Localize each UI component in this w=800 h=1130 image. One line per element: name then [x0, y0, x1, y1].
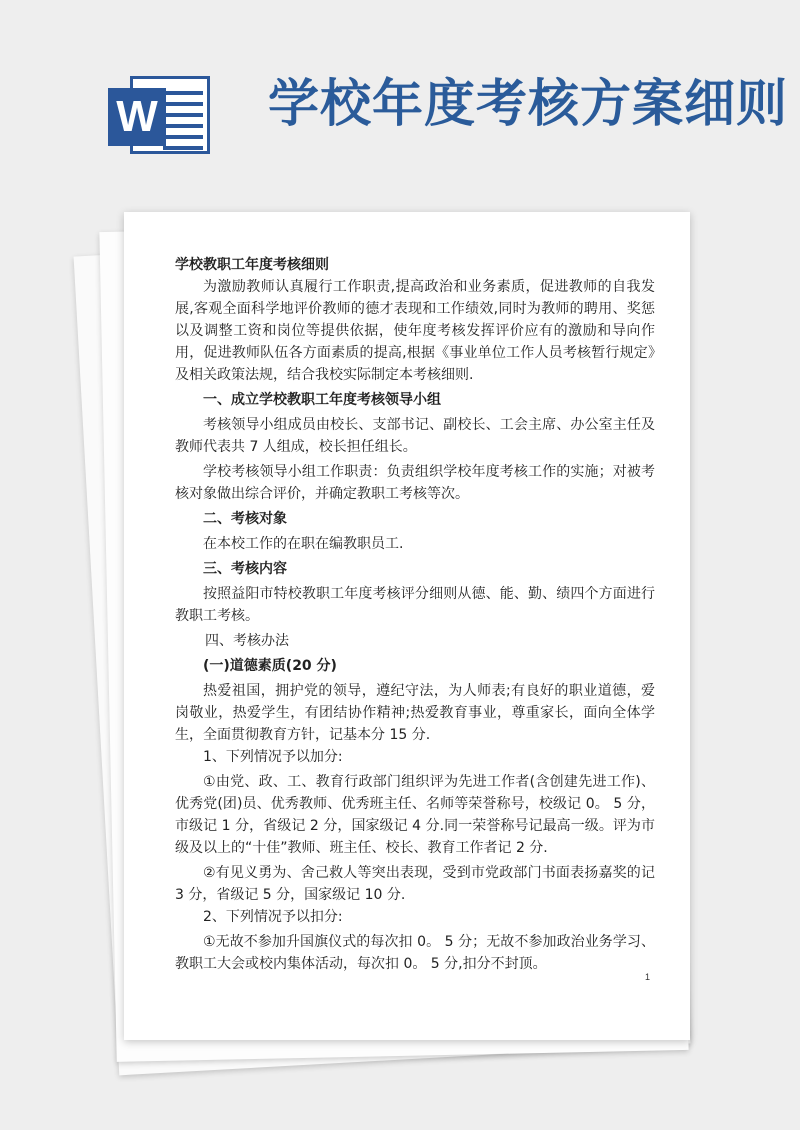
- subsection-heading-moral: (一)道德素质(20 分): [203, 658, 337, 674]
- list-item-bonus-1: ①由党、政、工、教育行政部门组织评为先进工作者(含创建先进工作)、优秀党(团)员、优秀教师、优秀班主任、名师等荣誉称号，校级记 0。 5 分，市级记 1 分，省级记 2 分，国家级记 4 分.同一荣誉称号记最高一级。评为市级及以上的“十佳”教师、班主任、校长、教育工作者记 2 分.: [175, 774, 655, 856]
- section-heading-4: 四、考核办法: [205, 633, 289, 649]
- paragraph-assessment-target: 在本校工作的在职在编教职员工.: [203, 536, 404, 552]
- word-icon-lines: [163, 91, 203, 157]
- list-item-bonus-2: ②有见义勇为、舍己救人等突出表现，受到市党政部门书面表扬嘉奖的记 3 分，省级记 5 分，国家级记 10 分.: [175, 865, 655, 903]
- paragraph-leadership-members: 考核领导小组成员由校长、支部书记、副校长、工会主席、办公室主任及教师代表共 7 人组成，校长担任组长。: [175, 417, 655, 455]
- document-page: [124, 212, 690, 1040]
- paragraph-leadership-duties: 学校考核领导小组工作职责：负责组织学校年度考核工作的实施；对被考核对象做出综合评价，并确定教职工考核等次。: [175, 464, 655, 502]
- word-icon-letter: W: [108, 88, 166, 146]
- document-title: 学校教职工年度考核细则: [175, 257, 329, 273]
- list-heading-bonus: 1、下列情况予以加分:: [203, 749, 343, 765]
- list-item-deduction-1: ①无故不参加升国旗仪式的每次扣 0。 5 分；无故不参加政治业务学习、教职工大会或校内集体活动，每次扣 0。 5 分,扣分不封顶。: [175, 934, 655, 972]
- document-body: [175, 254, 655, 975]
- paragraph-assessment-content: 按照益阳市特校教职工年度考核评分细则从德、能、勤、绩四个方面进行教职工考核。: [175, 586, 655, 624]
- header-banner: [0, 0, 800, 200]
- page-number: 1: [644, 972, 650, 982]
- page-title: 学校年度考核方案细则: [268, 75, 789, 134]
- word-document-icon: [108, 70, 212, 160]
- section-heading-2: 二、考核对象: [203, 511, 287, 527]
- list-heading-deduction: 2、下列情况予以扣分:: [203, 909, 343, 925]
- section-heading-3: 三、考核内容: [203, 561, 287, 577]
- paragraph-moral-base: 热爱祖国，拥护党的领导，遵纪守法，为人师表;有良好的职业道德，爱岗敬业，热爱学生，有团结协作精神;热爱教育事业，尊重家长，面向全体学生，全面贯彻教育方针，记基本分 15 分.: [175, 683, 655, 743]
- section-heading-1: 一、成立学校教职工年度考核领导小组: [203, 392, 441, 408]
- intro-paragraph: 为激励教师认真履行工作职责,提高政治和业务素质，促进教师的自我发展,客观全面科学地评价教师的德才表现和工作绩效,同时为教师的聘用、奖惩以及调整工资和岗位等提供依据，使年度考核发挥评价应有的激励和导向作用，促进教师队伍各方面素质的提高,根据《事业单位工作人员考核暂行规定》及相关政策法规，结合我校实际制定本考核细则.: [175, 279, 655, 383]
